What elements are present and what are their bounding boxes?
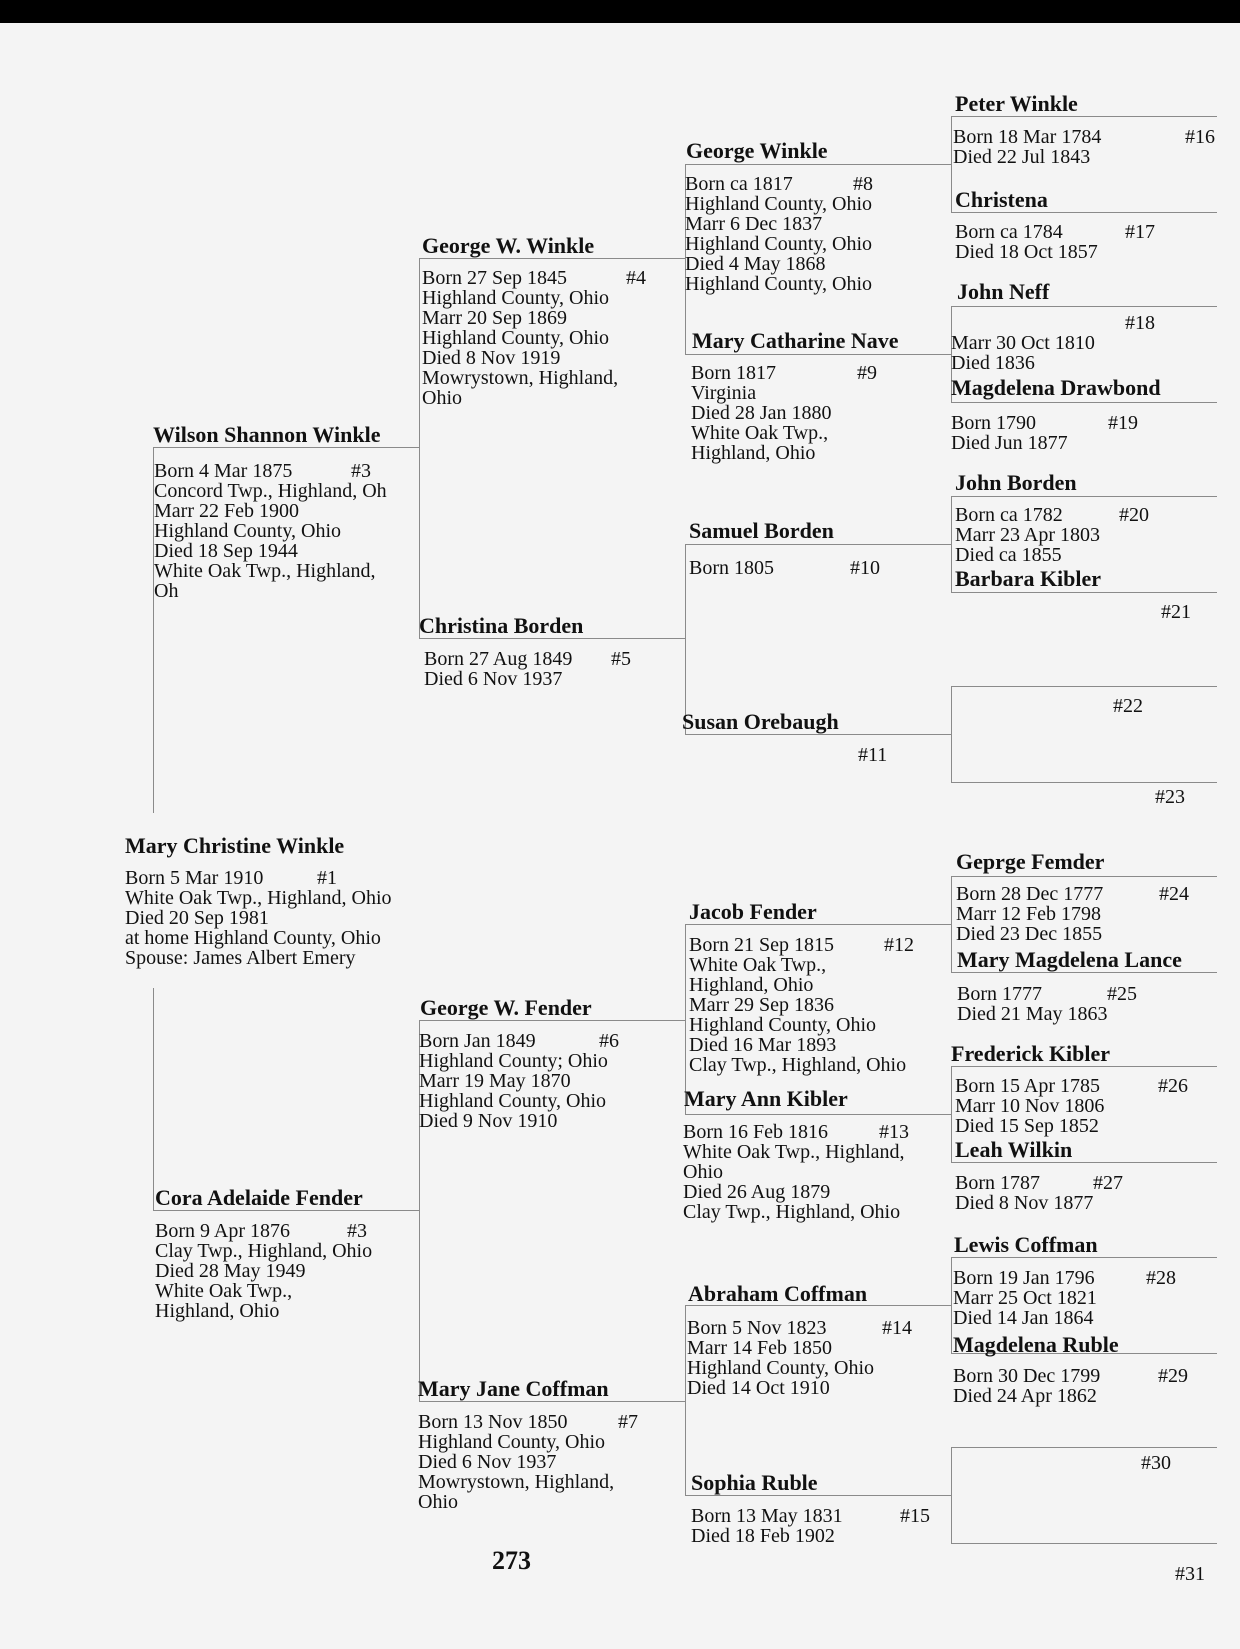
person-details bbox=[953, 126, 1215, 168]
person-number: #22 bbox=[1113, 695, 1143, 717]
detail-line: Born 19 Jan 1796 #28 bbox=[953, 1267, 1176, 1289]
detail-line: Marr 29 Sep 1836 bbox=[689, 994, 834, 1016]
person-number: #1 bbox=[317, 867, 337, 889]
person-details bbox=[689, 557, 880, 579]
connector-line bbox=[951, 1066, 952, 1162]
connector-line bbox=[951, 496, 1217, 497]
person-number: #27 bbox=[1093, 1172, 1123, 1194]
person-details bbox=[957, 983, 1137, 1025]
connector-line bbox=[951, 496, 952, 592]
detail-line: Born 21 Sep 1815 #12 bbox=[689, 934, 914, 956]
person-details bbox=[418, 1411, 638, 1513]
person-details bbox=[125, 868, 392, 968]
detail-line: Born 27 Aug 1849 #5 bbox=[424, 648, 631, 670]
detail-line: Clay Twp., Highland, Ohio bbox=[689, 1054, 907, 1076]
detail-line: Marr 14 Feb 1850 bbox=[687, 1337, 832, 1359]
detail-line: Marr 10 Nov 1806 bbox=[955, 1095, 1105, 1117]
person-details bbox=[955, 1075, 1188, 1137]
connector-line bbox=[951, 116, 1217, 117]
detail-line: Died 24 Apr 1862 bbox=[953, 1385, 1097, 1407]
detail-line: Highland County; Ohio bbox=[419, 1050, 608, 1072]
person-number: #11 bbox=[858, 744, 888, 766]
person-details bbox=[419, 1030, 619, 1132]
detail-line: Died Jun 1877 bbox=[951, 432, 1068, 454]
connector-line bbox=[951, 972, 1217, 973]
person-number: #10 bbox=[850, 557, 880, 579]
detail-line: Died 20 Sep 1981 bbox=[125, 907, 269, 929]
person-number: #24 bbox=[1159, 883, 1189, 905]
person-name: George W. Fender bbox=[420, 995, 592, 1020]
connector-line bbox=[951, 592, 1217, 593]
person-name: Frederick Kibler bbox=[951, 1041, 1111, 1066]
person-number: #26 bbox=[1158, 1075, 1188, 1097]
detail-line: Highland County, Ohio bbox=[422, 287, 610, 309]
connector-line bbox=[685, 164, 951, 165]
detail-line: Died 6 Nov 1937 bbox=[418, 1451, 557, 1473]
connector-line bbox=[685, 1305, 686, 1495]
detail-line: Born 28 Dec 1777 #24 bbox=[956, 883, 1189, 905]
detail-line: White Oak Twp., Highland, Ohio bbox=[125, 887, 392, 909]
person-name: Magdelena Drawbond bbox=[951, 375, 1161, 400]
detail-line: Highland County, Ohio bbox=[687, 1357, 875, 1379]
detail-line: Clay Twp., Highland, Ohio bbox=[155, 1240, 373, 1262]
person-number: #3 bbox=[347, 1220, 367, 1242]
detail-line: Died 6 Nov 1937 bbox=[424, 668, 563, 690]
detail-line: Died 16 Mar 1893 bbox=[689, 1034, 837, 1056]
detail-line: Born Jan 1849 #6 bbox=[419, 1030, 619, 1052]
detail-line: Died 8 Nov 1919 bbox=[422, 347, 561, 369]
person-number: #16 bbox=[1185, 126, 1215, 148]
detail-line: Mowrystown, Highland, bbox=[422, 367, 619, 389]
person-name: Mary Jane Coffman bbox=[418, 1376, 609, 1401]
person-details bbox=[951, 333, 1095, 373]
detail-line: Spouse: James Albert Emery bbox=[125, 947, 356, 969]
person-number: #23 bbox=[1155, 786, 1185, 808]
person-name: Sophia Ruble bbox=[691, 1470, 818, 1495]
detail-line: Born 13 May 1831 #15 bbox=[691, 1505, 930, 1527]
person-name: Leah Wilkin bbox=[955, 1137, 1073, 1162]
detail-line: Born 27 Sep 1845 #4 bbox=[422, 267, 646, 289]
person-name: George Winkle bbox=[686, 138, 828, 163]
detail-line: Died 8 Nov 1877 bbox=[955, 1192, 1094, 1214]
person-number: #7 bbox=[618, 1411, 638, 1433]
connector-line bbox=[685, 734, 951, 735]
person-number: #18 bbox=[1125, 312, 1155, 334]
person-details bbox=[955, 221, 1155, 263]
detail-line: Born 16 Feb 1816 #13 bbox=[683, 1121, 909, 1143]
detail-line: Died 18 Oct 1857 bbox=[955, 241, 1098, 263]
connector-line bbox=[685, 544, 951, 545]
connector-line bbox=[685, 1495, 951, 1496]
detail-line: Died ca 1855 bbox=[955, 544, 1062, 566]
person-number: #28 bbox=[1146, 1267, 1176, 1289]
detail-line: Born 4 Mar 1875 #3 bbox=[154, 460, 371, 482]
person-details bbox=[956, 883, 1189, 945]
person-name: Christena bbox=[955, 187, 1048, 212]
person-name: Mary Ann Kibler bbox=[684, 1086, 848, 1111]
detail-line: Died 9 Nov 1910 bbox=[419, 1110, 558, 1132]
detail-line: Born 1790 #19 bbox=[951, 412, 1138, 434]
detail-line: Highland, Ohio bbox=[689, 974, 814, 996]
person-details bbox=[155, 1221, 372, 1321]
person-details bbox=[691, 1505, 930, 1547]
detail-line: Marr 19 May 1870 bbox=[419, 1070, 571, 1092]
connector-line bbox=[951, 1257, 952, 1353]
detail-line: Died 28 May 1949 bbox=[155, 1260, 306, 1282]
person-number: #12 bbox=[884, 934, 914, 956]
detail-line: Died 28 Jan 1880 bbox=[691, 402, 832, 424]
detail-line: White Oak Twp., bbox=[689, 954, 827, 976]
connector-line bbox=[951, 686, 1217, 687]
detail-line: Born ca 1782 #20 bbox=[955, 504, 1149, 526]
detail-line: Born 9 Apr 1876 #3 bbox=[155, 1220, 367, 1242]
connector-line bbox=[153, 988, 154, 1210]
detail-line: Highland County, Ohio bbox=[419, 1090, 607, 1112]
connector-line bbox=[951, 1257, 1217, 1258]
person-number: #20 bbox=[1119, 504, 1149, 526]
detail-line: Born 5 Nov 1823 #14 bbox=[687, 1317, 912, 1339]
detail-line: Died 21 May 1863 bbox=[957, 1003, 1108, 1025]
person-name: Geprge Femder bbox=[956, 849, 1105, 874]
detail-line: Died 15 Sep 1852 bbox=[955, 1115, 1099, 1137]
connector-line bbox=[685, 354, 951, 355]
detail-line: Highland, Ohio bbox=[155, 1300, 280, 1322]
person-name: Mary Christine Winkle bbox=[125, 833, 345, 858]
detail-line: Born 1787 #27 bbox=[955, 1172, 1123, 1194]
person-name: Christina Borden bbox=[419, 613, 584, 638]
person-number: #8 bbox=[853, 173, 873, 195]
person-number: #4 bbox=[626, 267, 646, 289]
person-name: Jacob Fender bbox=[689, 899, 817, 924]
person-number: #13 bbox=[879, 1121, 909, 1143]
detail-line: Highland County, Ohio bbox=[685, 273, 873, 295]
person-name: John Borden bbox=[955, 470, 1077, 495]
person-details bbox=[953, 1365, 1188, 1407]
connector-line bbox=[419, 258, 420, 639]
detail-line: Ohio bbox=[422, 387, 462, 409]
connector-line bbox=[685, 924, 951, 925]
detail-line: Oh bbox=[154, 580, 179, 602]
detail-line: Highland County, Ohio bbox=[154, 520, 342, 542]
person-name: Susan Orebaugh bbox=[682, 709, 839, 734]
person-details bbox=[691, 362, 877, 464]
connector-line bbox=[951, 876, 952, 972]
person-details bbox=[955, 504, 1149, 566]
connector-line bbox=[153, 447, 419, 448]
person-number: #9 bbox=[857, 362, 877, 384]
detail-line: Born 1805 #10 bbox=[689, 557, 880, 579]
connector-line bbox=[419, 1401, 685, 1402]
person-number: #15 bbox=[900, 1505, 930, 1527]
detail-line: Died 18 Sep 1944 bbox=[154, 540, 298, 562]
detail-line: Highland County, Ohio bbox=[685, 193, 873, 215]
detail-line: Concord Twp., Highland, Oh bbox=[154, 480, 387, 502]
person-number: #21 bbox=[1161, 601, 1191, 623]
detail-line: Died 26 Aug 1879 bbox=[683, 1181, 831, 1203]
person-name: Wilson Shannon Winkle bbox=[153, 422, 381, 447]
detail-line: Mowrystown, Highland, bbox=[418, 1471, 615, 1493]
person-details bbox=[685, 174, 872, 294]
detail-line: Highland County, Ohio bbox=[418, 1431, 606, 1453]
connector-line bbox=[153, 1210, 419, 1211]
person-name: Peter Winkle bbox=[955, 91, 1078, 116]
detail-line: Highland County, Ohio bbox=[685, 233, 873, 255]
detail-line: Ohio bbox=[683, 1161, 723, 1183]
detail-line: Died 14 Jan 1864 bbox=[953, 1307, 1094, 1329]
detail-line: Highland County, Ohio bbox=[422, 327, 610, 349]
person-number: #30 bbox=[1141, 1452, 1171, 1474]
page-number: 273 bbox=[492, 1546, 531, 1575]
person-details bbox=[951, 412, 1138, 454]
person-details bbox=[955, 1172, 1123, 1214]
detail-line: Marr 6 Dec 1837 bbox=[685, 213, 823, 235]
person-number: #29 bbox=[1158, 1365, 1188, 1387]
detail-line: Highland County, Ohio bbox=[689, 1014, 877, 1036]
person-number: #5 bbox=[611, 648, 631, 670]
connector-line bbox=[951, 306, 1217, 307]
person-name: Abraham Coffman bbox=[688, 1281, 868, 1306]
detail-line: Died 22 Jul 1843 bbox=[953, 146, 1091, 168]
detail-line: Born 1777 #25 bbox=[957, 983, 1137, 1005]
person-details bbox=[953, 1267, 1176, 1329]
person-name: Barbara Kibler bbox=[955, 566, 1102, 591]
person-name: Mary Catharine Nave bbox=[692, 328, 899, 353]
person-details bbox=[154, 461, 387, 601]
connector-line bbox=[951, 782, 1217, 783]
person-number: #31 bbox=[1175, 1563, 1205, 1585]
detail-line: Died 4 May 1868 bbox=[685, 253, 826, 275]
detail-line: Marr 25 Oct 1821 bbox=[953, 1287, 1097, 1309]
person-name: John Neff bbox=[957, 279, 1050, 304]
detail-line: White Oak Twp., bbox=[691, 422, 829, 444]
connector-line bbox=[951, 212, 1217, 213]
detail-line: Born 30 Dec 1799 #29 bbox=[953, 1365, 1188, 1387]
connector-line bbox=[951, 1447, 952, 1543]
connector-line bbox=[419, 638, 685, 639]
detail-line: Died 18 Feb 1902 bbox=[691, 1525, 835, 1547]
detail-line: Born ca 1784 #17 bbox=[955, 221, 1155, 243]
detail-line: at home Highland County, Ohio bbox=[125, 927, 381, 949]
connector-line bbox=[951, 402, 1217, 403]
detail-line: Marr 12 Feb 1798 bbox=[956, 903, 1101, 925]
connector-line bbox=[951, 1447, 1217, 1448]
detail-line: Born 5 Mar 1910 #1 bbox=[125, 867, 337, 889]
detail-line: Born ca 1817 #8 bbox=[685, 173, 873, 195]
detail-line: Born 1817 #9 bbox=[691, 362, 877, 384]
person-name: Mary Magdelena Lance bbox=[957, 947, 1182, 972]
connector-line bbox=[951, 1066, 1217, 1067]
person-details bbox=[422, 267, 646, 409]
detail-line: Virginia bbox=[691, 382, 757, 404]
detail-line: Born 13 Nov 1850 #7 bbox=[418, 1411, 638, 1433]
person-details bbox=[689, 934, 914, 1076]
detail-line: Marr 23 Apr 1803 bbox=[955, 524, 1100, 546]
connector-line bbox=[419, 1020, 685, 1021]
person-details bbox=[683, 1121, 909, 1223]
detail-line: White Oak Twp., bbox=[155, 1280, 293, 1302]
person-name: George W. Winkle bbox=[422, 233, 595, 258]
detail-line: Highland, Ohio bbox=[691, 442, 816, 464]
person-number: #19 bbox=[1108, 412, 1138, 434]
detail-line: Ohio bbox=[418, 1491, 458, 1513]
person-number: #17 bbox=[1125, 221, 1155, 243]
detail-line: Died 1836 bbox=[951, 352, 1035, 374]
detail-line: Born 18 Mar 1784 #16 bbox=[953, 126, 1215, 148]
detail-line: White Oak Twp., Highland, bbox=[154, 560, 376, 582]
person-name: Samuel Borden bbox=[689, 518, 834, 543]
detail-line: Died 14 Oct 1910 bbox=[687, 1377, 830, 1399]
detail-line: Died 23 Dec 1855 bbox=[956, 923, 1103, 945]
person-name: Magdelena Ruble bbox=[953, 1332, 1119, 1357]
connector-line bbox=[419, 258, 685, 259]
person-name: Cora Adelaide Fender bbox=[155, 1185, 363, 1210]
detail-line: Clay Twp., Highland, Ohio bbox=[683, 1201, 901, 1223]
person-number: #3 bbox=[351, 460, 371, 482]
connector-line bbox=[685, 544, 686, 734]
scan-top-border bbox=[0, 0, 1240, 23]
connector-line bbox=[951, 686, 952, 782]
detail-line: Marr 30 Oct 1810 bbox=[951, 332, 1095, 354]
connector-line bbox=[951, 1162, 1217, 1163]
connector-line bbox=[951, 116, 952, 212]
detail-line: Marr 20 Sep 1869 bbox=[422, 307, 567, 329]
person-details bbox=[687, 1317, 912, 1399]
connector-line bbox=[685, 1114, 951, 1115]
person-details bbox=[424, 648, 631, 690]
detail-line: White Oak Twp., Highland, bbox=[683, 1141, 905, 1163]
connector-line bbox=[951, 876, 1217, 877]
detail-line: Born 15 Apr 1785 #26 bbox=[955, 1075, 1188, 1097]
connector-line bbox=[951, 1543, 1217, 1544]
person-name: Lewis Coffman bbox=[954, 1232, 1098, 1257]
detail-line: Marr 22 Feb 1900 bbox=[154, 500, 299, 522]
person-number: #14 bbox=[882, 1317, 912, 1339]
person-number: #25 bbox=[1107, 983, 1137, 1005]
person-number: #6 bbox=[599, 1030, 619, 1052]
